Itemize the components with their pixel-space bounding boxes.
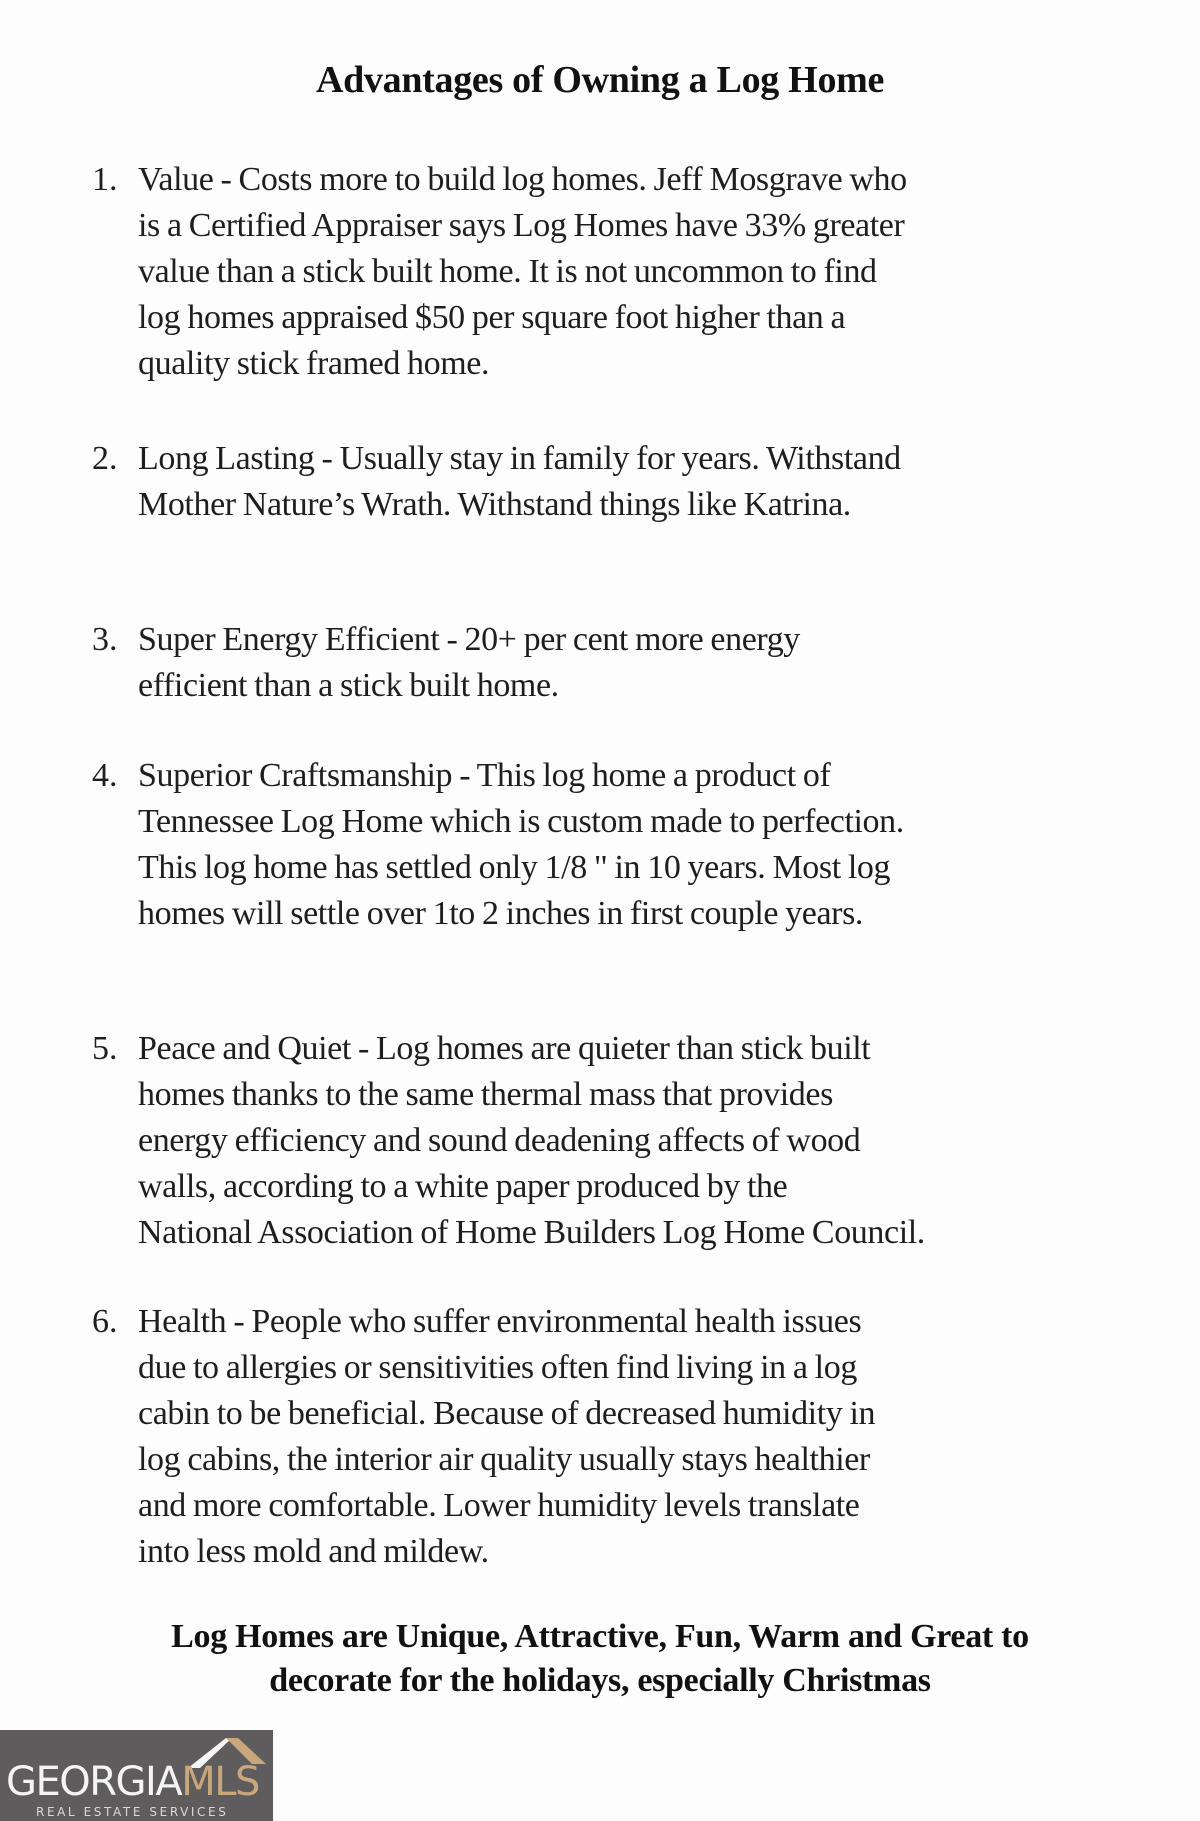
closing-statement <box>0 1615 1200 1703</box>
item-line: energy efficiency and sound deadening affects of wood <box>138 1122 861 1159</box>
brand-primary: GEORGIA <box>6 1759 182 1805</box>
item-line: log homes appraised $50 per square foot higher than a <box>138 299 846 336</box>
item-number: 3. <box>92 621 118 658</box>
item-number: 4. <box>92 757 118 794</box>
item-line: homes will settle over 1to 2 inches in first couple years. <box>138 895 864 932</box>
item-line: This log home has settled only 1/8 " in 10 years. Most log <box>138 849 891 886</box>
item-line: Health - People who suffer environmental health issues <box>138 1303 862 1340</box>
item-text <box>138 617 1132 709</box>
item-number: 5. <box>92 1030 118 1067</box>
item-text <box>138 1299 1132 1575</box>
item-line: value than a stick built home. It is not uncommon to find <box>138 253 877 290</box>
brand-accent: MLS <box>181 1759 259 1805</box>
item-line: is a Certified Appraiser says Log Homes have 33% greater <box>138 207 905 244</box>
item-line: walls, according to a white paper produced by the <box>138 1168 788 1205</box>
item-line: efficient than a stick built home. <box>138 667 559 704</box>
item-number: 6. <box>92 1303 118 1340</box>
item-line: Super Energy Efficient - 20+ per cent more energy <box>138 621 800 658</box>
item-line: Value - Costs more to build log homes. Jeff Mosgrave who <box>138 161 907 198</box>
advantage-item-peace-and-quiet <box>92 1026 1132 1256</box>
item-line: Mother Nature’s Wrath. Withstand things like Katrina. <box>138 486 851 523</box>
item-text <box>138 157 1132 387</box>
closing-line: Log Homes are Unique, Attractive, Fun, Warm and Great to <box>171 1618 1029 1655</box>
item-number: 2. <box>92 440 118 477</box>
item-line: cabin to be beneficial. Because of decreased humidity in <box>138 1395 876 1432</box>
brand-tagline: REAL ESTATE SERVICES <box>36 1805 229 1819</box>
georgia-mls-watermark <box>0 1730 273 1821</box>
item-line: Peace and Quiet - Log homes are quieter than stick built <box>138 1030 871 1067</box>
advantage-item-value <box>92 157 1132 387</box>
item-line: Long Lasting - Usually stay in family for years. Withstand <box>138 440 901 477</box>
item-line: National Association of Home Builders Log Home Council. <box>138 1214 925 1251</box>
brand-wordmark <box>6 1760 259 1804</box>
advantage-item-craftsmanship <box>92 753 1132 937</box>
advantage-item-health <box>92 1299 1132 1575</box>
item-line: due to allergies or sensitivities often find living in a log <box>138 1349 857 1386</box>
item-line: homes thanks to the same thermal mass that provides <box>138 1076 833 1113</box>
item-line: Tennessee Log Home which is custom made to perfection. <box>138 803 904 840</box>
closing-line: decorate for the holidays, especially Christmas <box>269 1662 931 1699</box>
document-title: Advantages of Owning a Log Home <box>315 59 885 101</box>
item-text <box>138 1026 1132 1256</box>
item-line: and more comfortable. Lower humidity levels translate <box>138 1487 860 1524</box>
item-line: into less mold and mildew. <box>138 1533 489 1570</box>
item-line: quality stick framed home. <box>138 345 490 382</box>
advantage-item-energy-efficient <box>92 617 1132 709</box>
item-text <box>138 436 1132 528</box>
advantage-item-long-lasting <box>92 436 1132 528</box>
item-text <box>138 753 1132 937</box>
item-line: log cabins, the interior air quality usually stays healthier <box>138 1441 870 1478</box>
item-number: 1. <box>92 161 118 198</box>
item-line: Superior Craftsmanship - This log home a product of <box>138 757 831 794</box>
